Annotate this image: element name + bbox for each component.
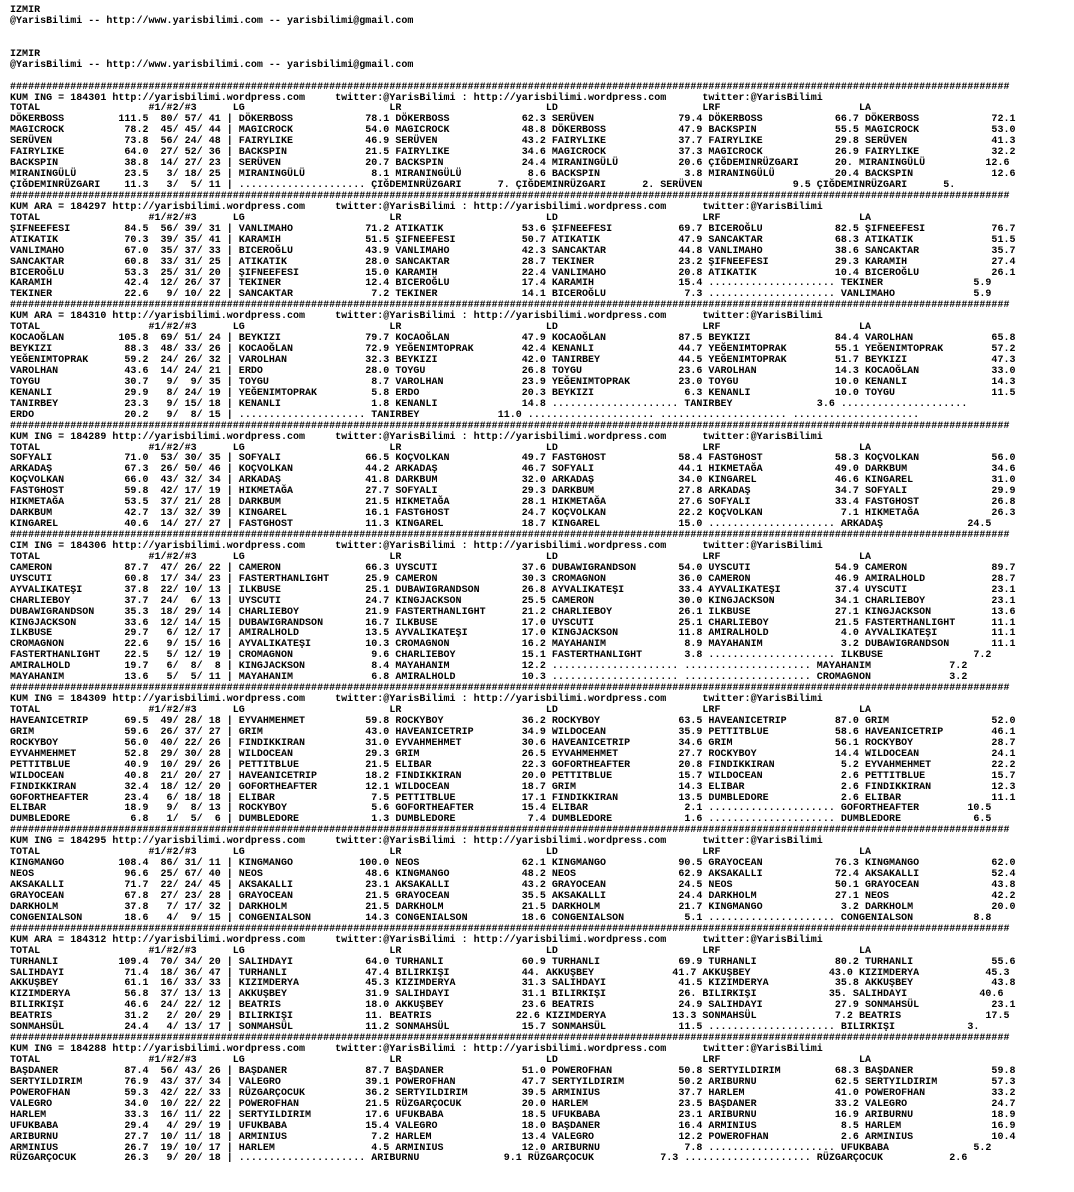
- result-row: ERDO 20.2 9/ 8/ 15 | ..................... TANIRBEY 11.0 ..................... ..................... .....................: [10, 409, 920, 421]
- separator-line: ######################################################################################################################################################################: [10, 1033, 1010, 1045]
- result-row: GRAYOCEAN 67.8 27/ 23/ 28 | GRAYOCEAN 21.5 GRAYOCEAN 35.5 AKSAKALLI 24.4 DARKHOLM 27.1 NEOS 42.2: [10, 890, 1016, 902]
- result-row: SALIHDAYI 71.4 18/ 36/ 47 | TURHANLI 47.4 BILIRKIŞI 44. AKKUŞBEY 41.7 AKKUŞBEY 43.0 KIZIMDERYA 45.3: [10, 967, 1010, 979]
- column-header-line: TOTAL #1/#2/#3 LG LR LD LRF LA: [10, 322, 871, 334]
- result-row: SERTYILDIRIM 76.9 43/ 37/ 34 | VALEGRO 39.1 POWEROFHAN 47.7 SERTYILDIRIM 50.2 ARIBURNU 62.5 SERTYILDIRIM 57.3: [10, 1076, 1016, 1088]
- result-row: AYVALIKATEŞI 37.8 22/ 10/ 13 | ILKBUSE 25.1 DUBAWIGRANDSON 26.8 AYVALIKATEŞI 33.4 AYVALIKATEŞI 37.4 UYSCUTI 23.1: [10, 584, 1016, 596]
- column-header-line: TOTAL #1/#2/#3 LG LR LD LRF LA: [10, 705, 871, 716]
- result-row: KINGJACKSON 33.6 12/ 14/ 15 | DUBAWIGRANDSON 16.7 ILKBUSE 17.0 UYSCUTI 25.1 CHARLIEBOY 21.5 FASTERTHANLIGHT 11.1: [10, 617, 1016, 629]
- result-row: DÖKERBOSS 111.5 80/ 57/ 41 | DÖKERBOSS 78.1 DÖKERBOSS 62.3 SERÜVEN 79.4 DÖKERBOSS 66.7 DÖKERBOSS 72.1: [10, 114, 1016, 126]
- result-row: ARMINIUS 26.7 19/ 10/ 17 | HARLEM 4.5 ARMINIUS 12.0 ARIBURNU 7.8 ..................... UFUKBABA 5.2: [10, 1142, 992, 1154]
- column-header-line: TOTAL #1/#2/#3 LG LR LD LRF LA: [10, 212, 871, 224]
- result-row: CONGENIALSON 18.6 4/ 9/ 15 | CONGENIALSON 14.3 CONGENIALSON 18.6 CONGENIALSON 5.1 ..................... CONGENIALSON 8.8: [10, 912, 992, 924]
- result-row: BEYKIZI 88.3 48/ 33/ 26 | KOCAOĞLAN 72.9 YEĞENIMTOPRAK 42.4 KENANLI 44.7 YEĞENIMTOPRAK 55.1 YEĞENIMTOPRAK 57.2: [10, 344, 1016, 356]
- race-header-line: KUM ING = 184295 http://yarisbilimi.wordpress.com twitter:@YarisBilimi : http://yarisbilimi.wordpress.com twitter:@YarisBilimi: [10, 836, 823, 848]
- result-row: FAIRYLIKE 64.0 27/ 52/ 36 | BACKSPIN 21.5 FAIRYLIKE 34.6 MAGICROCK 37.3 MAGICROCK 26.9 FAIRYLIKE 32.2: [10, 147, 1016, 159]
- result-row: DUMBLEDORE 6.8 1/ 5/ 6 | DUMBLEDORE 1.3 DUMBLEDORE 7.4 DUMBLEDORE 1.6 ..................... DUMBLEDORE 6.5: [10, 814, 992, 826]
- text-line: IZMIR: [10, 48, 41, 60]
- separator-line: ######################################################################################################################################################################: [10, 190, 1010, 202]
- separator-line: ######################################################################################################################################################################: [10, 81, 1010, 93]
- result-row: BEATRIS 31.2 2/ 20/ 29 | BILIRKIŞI 11. BEATRIS 22.6 KIZIMDERYA 13.3 SONMAHSÜL 7.2 BEATRIS 17.5: [10, 1011, 1010, 1023]
- separator-line: ######################################################################################################################################################################: [10, 825, 1010, 837]
- result-row: NEOS 96.6 25/ 67/ 40 | NEOS 48.6 KINGMANGO 48.2 NEOS 62.9 AKSAKALLI 72.4 AKSAKALLI 52.4: [10, 869, 1016, 881]
- result-row: AKSAKALLI 71.7 22/ 24/ 45 | AKSAKALLI 23.1 AKSAKALLI 43.2 GRAYOCEAN 24.5 NEOS 50.1 GRAYOCEAN 43.8: [10, 880, 1016, 891]
- result-row: KENANLI 29.9 8/ 24/ 19 | YEĞENIMTOPRAK 5.8 ERDO 20.3 BEYKIZI 6.3 KENANLI 10.0 TOYGU 11.5: [10, 387, 1016, 399]
- race-header-line: KUM ING = 184301 http://yarisbilimi.wordpress.com twitter:@YarisBilimi : http://yarisbilimi.wordpress.com twitter:@YarisBilimi: [10, 92, 823, 104]
- result-row: VAROLHAN 43.6 14/ 24/ 21 | ERDO 28.0 TOYGU 26.8 TOYGU 23.6 VAROLHAN 14.3 KOCAOĞLAN 33.0: [10, 365, 1016, 377]
- result-row: ATIKATIK 70.3 39/ 35/ 41 | KARAMIH 51.5 ŞIFNEEFESI 50.7 ATIKATIK 47.9 SANCAKTAR 68.3 ATIKATIK 51.5: [10, 234, 1016, 246]
- race-header-line: KUM ARA = 184312 http://yarisbilimi.wordpress.com twitter:@YarisBilimi : http://yarisbilimi.wordpress.com twitter:@YarisBilimi: [10, 934, 823, 946]
- result-row: KINGMANGO 108.4 86/ 31/ 11 | KINGMANGO 100.0 NEOS 62.1 KINGMANGO 90.5 GRAYOCEAN 76.3 KINGMANGO 62.0: [10, 858, 1016, 870]
- result-row: MIRANINGÜLÜ 23.5 3/ 18/ 25 | MIRANINGÜLÜ 8.1 MIRANINGÜLÜ 8.6 BACKSPIN 3.8 MIRANINGÜLÜ 20.4 BACKSPIN 12.6: [10, 169, 1016, 181]
- text-line: @YarisBilimi -- http://www.yarisbilimi.com -- yarisbilimi@gmail.com: [10, 59, 414, 71]
- result-row: FASTERTHANLIGHT 22.5 5/ 12/ 19 | CROMAGNON 9.6 CHARLIEBOY 15.1 FASTERTHANLIGHT 3.8 ..................... ILKBUSE 7.2: [10, 650, 992, 662]
- column-header-line: TOTAL #1/#2/#3 LG LR LD LRF LA: [10, 551, 871, 563]
- result-row: ELIBAR 18.9 9/ 8/ 13 | ROCKYBOY 5.6 GOFORTHEAFTER 15.4 ELIBAR 2.1 ..................... GOFORTHEAFTER 10.5: [10, 803, 992, 815]
- separator-line: ######################################################################################################################################################################: [10, 923, 1010, 935]
- result-row: VALEGRO 34.0 10/ 22/ 22 | POWEROFHAN 21.5 RÜZGARÇOCUK 20.0 HARLEM 23.5 BAŞDANER 33.2 VALEGRO 24.7: [10, 1098, 1016, 1110]
- result-row: TURHANLI 109.4 70/ 34/ 20 | SALIHDAYI 64.0 TURHANLI 60.9 TURHANLI 69.9 TURHANLI 80.2 TURHANLI 55.6: [10, 956, 1016, 968]
- race-header-line: KUM ARA = 184310 http://yarisbilimi.wordpress.com twitter:@YarisBilimi : http://yarisbilimi.wordpress.com twitter:@YarisBilimi: [10, 311, 823, 323]
- result-row: CHARLIEBOY 37.7 24/ 6/ 13 | UYSCUTI 24.7 KINGJACKSON 25.5 CAMERON 30.0 KINGJACKSON 34.1 CHARLIEBOY 23.1: [10, 595, 1016, 607]
- result-row: TOYGU 30.7 9/ 9/ 35 | TOYGU 8.7 VAROLHAN 23.9 YEĞENIMTOPRAK 23.0 TOYGU 10.0 KENANLI 14.3: [10, 376, 1016, 388]
- result-row: KOÇVOLKAN 66.0 43/ 32/ 34 | ARKADAŞ 41.8 DARKBUM 32.0 ARKADAŞ 34.0 KINGAREL 46.6 KINGAREL 31.0: [10, 475, 1016, 487]
- result-row: BACKSPIN 38.8 14/ 27/ 23 | SERÜVEN 20.7 BACKSPIN 24.4 MIRANINGÜLÜ 20.6 ÇIĞDEMINRÜZGARI 20. MIRANINGÜLÜ 12.6: [10, 158, 1010, 170]
- race-header-line: KUM ING = 184288 http://yarisbilimi.wordpress.com twitter:@YarisBilimi : http://yarisbilimi.wordpress.com twitter:@YarisBilimi: [10, 1044, 823, 1056]
- result-row: YEĞENIMTOPRAK 59.2 24/ 26/ 32 | VAROLHAN 32.3 BEYKIZI 42.0 TANIRBEY 44.5 YEĞENIMTOPRAK 51.7 BEYKIZI 47.3: [10, 355, 1016, 366]
- result-row: KOCAOĞLAN 105.8 69/ 51/ 24 | BEYKIZI 79.7 KOCAOĞLAN 47.9 KOCAOĞLAN 87.5 BEYKIZI 84.4 VAROLHAN 65.8: [10, 333, 1016, 345]
- result-row: KINGAREL 40.6 14/ 27/ 27 | FASTGHOST 11.3 KINGAREL 18.7 KINGAREL 15.0 ..................... ARKADAŞ 24.5: [10, 519, 992, 531]
- text-line: [10, 28, 1074, 39]
- result-row: FINDIKKIRAN 32.4 18/ 12/ 20 | GOFORTHEAFTER 12.1 WILDOCEAN 18.7 GRIM 14.3 ELIBAR 2.6 FINDIKKIRAN 12.3: [10, 781, 1016, 793]
- column-header-line: TOTAL #1/#2/#3 LG LR LD LRF LA: [10, 847, 871, 859]
- result-row: HAVEANICETRIP 69.5 49/ 28/ 18 | EYVAHMEHMET 59.8 ROCKYBOY 36.2 ROCKYBOY 63.5 HAVEANICETRIP 87.0 GRIM 52.0: [10, 715, 1016, 727]
- result-row: KARAMIH 42.4 12/ 26/ 37 | TEKINER 12.4 BICEROĞLU 17.4 KARAMIH 15.4 ..................... TEKINER 5.9: [10, 278, 992, 290]
- race-header-line: KUM ARA = 184297 http://yarisbilimi.wordpress.com twitter:@YarisBilimi : http://yarisbilimi.wordpress.com twitter:@YarisBilimi: [10, 201, 823, 213]
- result-row: DARKBUM 42.7 13/ 32/ 39 | KINGAREL 16.1 FASTGHOST 24.7 KOÇVOLKAN 22.2 KOÇVOLKAN 7.1 HIKMETAĞA 26.3: [10, 508, 1016, 520]
- result-row: TEKINER 22.6 9/ 10/ 22 | SANCAKTAR 7.2 TEKINER 14.1 BICEROĞLU 7.3 ..................... VANLIMAHO 5.9: [10, 289, 992, 301]
- result-row: GOFORTHEAFTER 23.4 6/ 18/ 18 | ELIBAR 7.5 PETTITBLUE 17.1 FINDIKKIRAN 13.5 DUMBLEDORE 2.6 ELIBAR 11.1: [10, 792, 1016, 804]
- result-row: MAGICROCK 78.2 45/ 45/ 44 | MAGICROCK 54.0 MAGICROCK 48.8 DÖKERBOSS 47.9 BACKSPIN 55.5 MAGICROCK 53.0: [10, 125, 1016, 137]
- result-row: HIKMETAĞA 53.5 37/ 21/ 28 | DARKBUM 21.5 HIKMETAĞA 28.1 HIKMETAĞA 27.6 SOFYALI 33.4 FASTGHOST 26.8: [10, 497, 1016, 509]
- result-row: AMIRALHOLD 19.7 6/ 8/ 8 | KINGJACKSON 8.4 MAYAHANIM 12.2 ..................... ..................... MAYAHANIM 7.2: [10, 661, 968, 673]
- result-row: SOFYALI 71.0 53/ 30/ 35 | SOFYALI 66.5 KOÇVOLKAN 49.7 FASTGHOST 58.4 FASTGHOST 58.3 KOÇVOLKAN 56.0: [10, 453, 1016, 465]
- result-row: SANCAKTAR 60.8 33/ 31/ 25 | ATIKATIK 28.0 SANCAKTAR 28.7 TEKINER 23.2 ŞIFNEEFESI 29.3 KARAMIH 27.4: [10, 256, 1016, 268]
- column-header-line: TOTAL #1/#2/#3 LG LR LD LRF LA: [10, 1055, 871, 1066]
- separator-line: ######################################################################################################################################################################: [10, 420, 1010, 432]
- result-row: DUBAWIGRANDSON 35.3 18/ 29/ 14 | CHARLIEBOY 21.9 FASTERTHANLIGHT 21.2 CHARLIEBOY 26.1 ILKBUSE 27.1 KINGJACKSON 13.6: [10, 606, 1016, 618]
- result-row: FASTGHOST 59.8 42/ 17/ 19 | HIKMETAĞA 27.7 SOFYALI 29.3 DARKBUM 27.8 ARKADAŞ 34.7 SOFYALI 29.9: [10, 486, 1016, 498]
- result-row: DARKHOLM 37.8 7/ 17/ 32 | DARKHOLM 21.5 DARKHOLM 21.5 DARKHOLM 21.7 KINGMANGO 3.2 DARKHOLM 20.0: [10, 901, 1016, 913]
- result-row: RÜZGARÇOCUK 26.3 9/ 20/ 18 | ..................... ARIBURNU 9.1 RÜZGARÇOCUK 7.3 ..................... RÜZGARÇOCUK 2.6: [10, 1153, 968, 1165]
- separator-line: ######################################################################################################################################################################: [10, 300, 1010, 312]
- result-row: WILDOCEAN 40.8 21/ 20/ 27 | HAVEANICETRIP 18.2 FINDIKKIRAN 20.0 PETTITBLUE 15.7 WILDOCEAN 2.6 PETTITBLUE 15.7: [10, 770, 1016, 782]
- column-header-line: TOTAL #1/#2/#3 LG LR LD LRF LA: [10, 442, 871, 454]
- result-row: HARLEM 33.3 16/ 11/ 22 | SERTYILDIRIM 17.6 UFUKBABA 18.5 UFUKBABA 23.1 ARIBURNU 16.9 ARIBURNU 18.9: [10, 1109, 1016, 1121]
- result-row: ARIBURNU 27.7 10/ 11/ 18 | ARMINIUS 7.2 HARLEM 13.4 VALEGRO 12.2 POWEROFHAN 2.6 ARMINIUS 10.4: [10, 1131, 1016, 1143]
- result-row: BAŞDANER 87.4 56/ 43/ 26 | BAŞDANER 87.7 BAŞDANER 51.0 POWEROFHAN 50.8 SERTYILDIRIM 68.3 BAŞDANER 59.8: [10, 1065, 1016, 1077]
- column-header-line: TOTAL #1/#2/#3 LG LR LD LRF LA: [10, 945, 871, 957]
- text-line: @YarisBilimi -- http://www.yarisbilimi.com -- yarisbilimi@gmail.com: [10, 15, 414, 27]
- result-row: GRIM 59.6 26/ 37/ 27 | GRIM 43.0 HAVEANICETRIP 34.9 WILDOCEAN 35.9 PETTITBLUE 58.6 HAVEANICETRIP 46.1: [10, 726, 1016, 738]
- result-row: CROMAGNON 22.6 9/ 15/ 16 | AYVALIKATEŞI 10.3 CROMAGNON 16.2 MAYAHANIM 8.9 MAYAHANIM 3.2 DUBAWIGRANDSON 11.1: [10, 639, 1016, 651]
- text-line: [10, 39, 1074, 50]
- result-row: VANLIMAHO 67.0 35/ 37/ 33 | BICEROĞLU 43.9 VANLIMAHO 42.3 SANCAKTAR 44.8 VANLIMAHO 38.6 SANCAKTAR 35.7: [10, 245, 1016, 257]
- result-row: EYVAHMEHMET 52.8 29/ 30/ 28 | WILDOCEAN 29.3 GRIM 26.5 EYVAHMEHMET 27.7 ROCKYBOY 14.4 WILDOCEAN 24.1: [10, 748, 1016, 760]
- result-row: ILKBUSE 29.7 6/ 12/ 17 | AMIRALHOLD 13.5 AYVALIKATEŞI 17.0 KINGJACKSON 11.8 AMIRALHOLD 4.0 AYVALIKATEŞI 11.1: [10, 628, 1016, 640]
- result-row: POWEROFHAN 59.3 42/ 22/ 33 | RÜZGARÇOCUK 36.2 SERTYILDIRIM 39.5 ARMINIUS 37.7 HARLEM 41.0 POWEROFHAN 33.2: [10, 1087, 1016, 1099]
- result-row: ROCKYBOY 56.0 40/ 22/ 26 | FINDIKKIRAN 31.0 EYVAHMEHMET 30.6 HAVEANICETRIP 34.6 GRIM 56.1 ROCKYBOY 28.7: [10, 737, 1016, 749]
- column-header-line: TOTAL #1/#2/#3 LG LR LD LRF LA: [10, 103, 871, 115]
- race-header-line: CIM ING = 184306 http://yarisbilimi.wordpress.com twitter:@YarisBilimi : http://yarisbilimi.wordpress.com twitter:@YarisBilimi: [10, 540, 823, 552]
- separator-line: ######################################################################################################################################################################: [10, 683, 1010, 695]
- result-row: UYSCUTI 60.8 17/ 34/ 23 | FASTERTHANLIGHT 25.9 CAMERON 30.3 CROMAGNON 36.0 CAMERON 46.9 AMIRALHOLD 28.7: [10, 573, 1016, 585]
- result-row: ŞIFNEEFESI 84.5 56/ 39/ 31 | VANLIMAHO 71.2 ATIKATIK 53.6 ŞIFNEEFESI 69.7 BICEROĞLU 82.5 ŞIFNEEFESI 76.7: [10, 223, 1016, 235]
- result-row: AKKUŞBEY 61.1 16/ 33/ 33 | KIZIMDERYA 45.3 KIZIMDERYA 31.3 SALIHDAYI 41.5 KIZIMDERYA 35.8 AKKUŞBEY 43.8: [10, 978, 1016, 990]
- result-row: MAYAHANIM 13.6 5/ 5/ 11 | MAYAHANIM 6.8 AMIRALHOLD 10.3 ..................... ..................... CROMAGNON 3.2: [10, 672, 968, 684]
- result-row: TANIRBEY 23.3 9/ 15/ 18 | KENANLI 1.8 KENANLI 14.8 ..................... TANIRBEY 3.6 .....................: [10, 398, 968, 410]
- separator-line: ######################################################################################################################################################################: [10, 530, 1010, 541]
- result-row: UFUKBABA 29.4 4/ 29/ 19 | UFUKBABA 15.4 VALEGRO 18.0 BAŞDANER 16.4 ARMINIUS 8.5 HARLEM 16.9: [10, 1120, 1016, 1132]
- race-header-line: KUM ING = 184289 http://yarisbilimi.wordpress.com twitter:@YarisBilimi : http://yarisbilimi.wordpress.com twitter:@YarisBilimi: [10, 431, 823, 443]
- text-line: IZMIR: [10, 5, 41, 16]
- result-row: PETTITBLUE 40.9 10/ 29/ 26 | PETTITBLUE 21.5 ELIBAR 22.3 GOFORTHEAFTER 20.8 FINDIKKIRAN 5.2 EYVAHMEHMET 22.2: [10, 759, 1016, 771]
- result-row: SERÜVEN 73.8 56/ 24/ 48 | FAIRYLIKE 46.9 SERÜVEN 43.2 FAIRYLIKE 37.7 FAIRYLIKE 29.8 SERÜVEN 41.3: [10, 136, 1016, 148]
- text-line: [10, 72, 1074, 83]
- result-row: SONMAHSÜL 24.4 4/ 13/ 17 | SONMAHSÜL 11.2 SONMAHSÜL 15.7 SONMAHSÜL 11.5 ..................... BILIRKIŞI 3.: [10, 1022, 980, 1034]
- result-row: BICEROĞLU 53.3 25/ 31/ 20 | ŞIFNEEFESI 15.0 KARAMIH 22.4 VANLIMAHO 20.8 ATIKATIK 10.4 BICEROĞLU 26.1: [10, 267, 1016, 279]
- result-row: ARKADAŞ 67.3 26/ 50/ 46 | KOÇVOLKAN 44.2 ARKADAŞ 46.7 SOFYALI 44.1 HIKMETAĞA 49.0 DARKBUM 34.6: [10, 464, 1016, 476]
- result-row: ÇIĞDEMINRÜZGARI 11.3 3/ 5/ 11 | ..................... ÇIĞDEMINRÜZGARI 7. ÇIĞDEMINRÜZGARI 2. SERÜVEN 9.5 ÇIĞDEMINRÜZGARI 5.: [10, 180, 956, 191]
- race-header-line: KUM ING = 184309 http://yarisbilimi.wordpress.com twitter:@YarisBilimi : http://yarisbilimi.wordpress.com twitter:@YarisBilimi: [10, 694, 823, 706]
- result-row: KIZIMDERYA 56.8 37/ 13/ 13 | AKKUŞBEY 31.9 SALIHDAYI 31.1 BILIRKIŞI 26. BILIRKIŞI 35. SALIHDAYI 40.6: [10, 989, 1004, 1001]
- result-row: BILIRKIŞI 46.6 24/ 22/ 12 | BEATRIS 18.0 AKKUŞBEY 23.6 BEATRIS 24.9 SALIHDAYI 27.9 SONMAHSÜL 23.1: [10, 1000, 1016, 1012]
- result-row: CAMERON 87.7 47/ 26/ 22 | CAMERON 66.3 UYSCUTI 37.6 DUBAWIGRANDSON 54.0 UYSCUTI 54.9 CAMERON 89.7: [10, 562, 1016, 574]
